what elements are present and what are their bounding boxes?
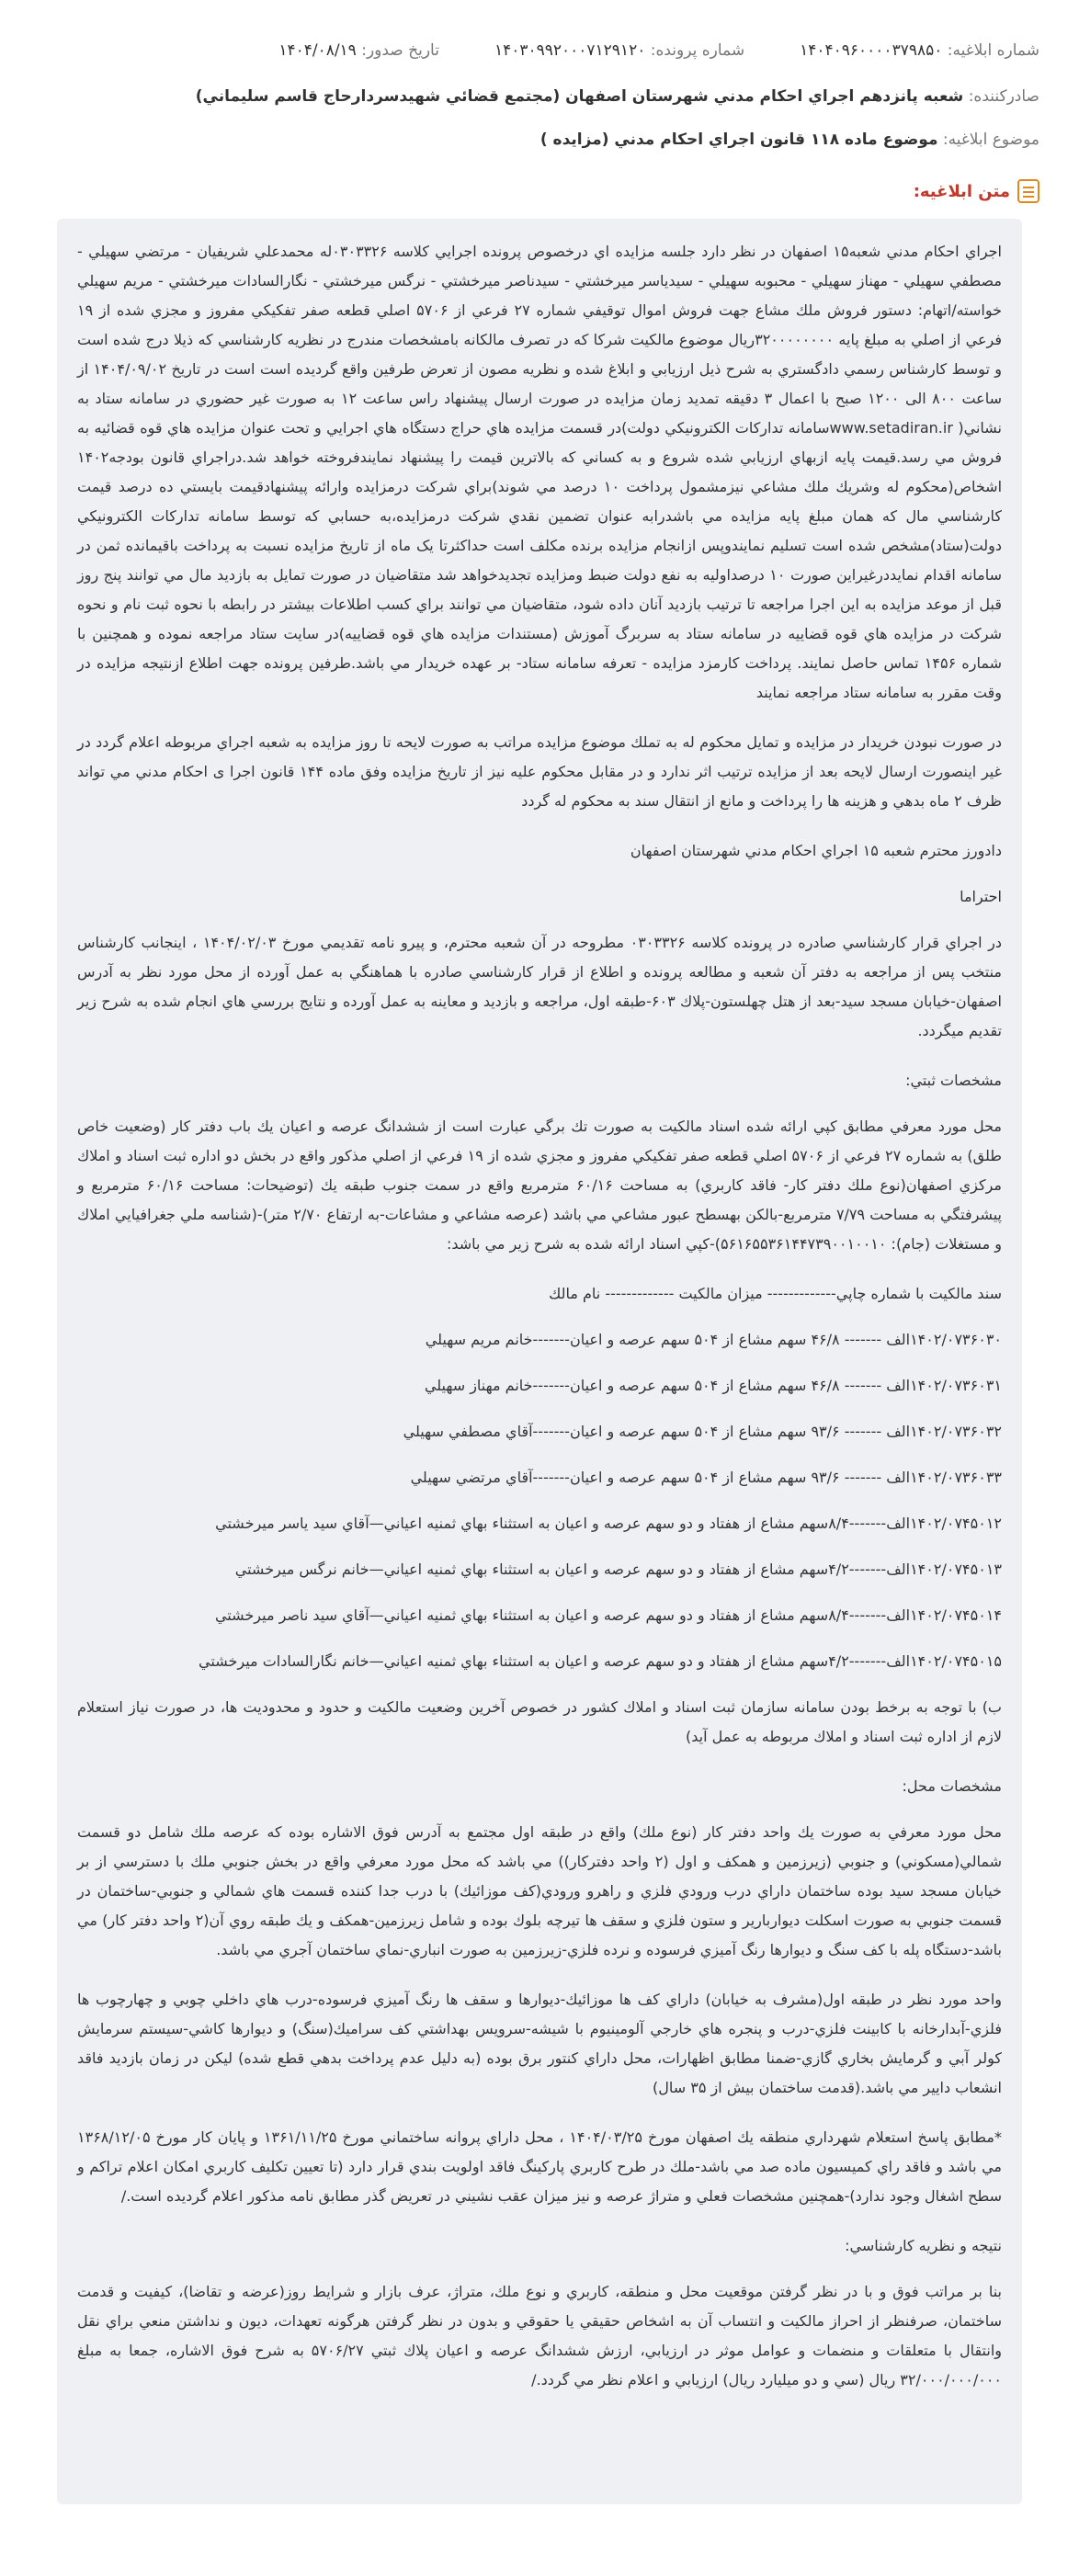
- issuer-label: صادرکننده:: [968, 87, 1039, 106]
- case-number: [494, 41, 744, 60]
- paragraph: محل مورد معرفي به صورت يك واحد دفتر كار (نوع ملك) واقع در طبقه اول مجتمع به آدرس فوق الاشاره بوده كه عرصه ملك شامل دو قسمت شمالي(مسكوني) و جنوبي (زيرزمين و همكف و اول (۲ واحد دفتركار)) مي باشد كه محل مورد معرفي واقع در بخش جنوبي ملك با دسترسي از بر خيابان مسجد سيد بوده ساختمان داراي درب ورودي فلزي و راهرو ورودي(كف موزائيك) با درب جدا كننده قسمت هاي شمالي و جنوبي-ساختمان در قسمت جنوبي به صورت اسكلت ديواربارير و ستون فلزي و سقف ها تيرچه بلوك بوده و شامل زيرزمين-همكف و يك طبقه روي آن(۲ واحد دفتر كار) مي باشد-دستگاه پله با كف سنگ و ديوارها رنگ آميزي فرسوده و نرده فلزي-زيرزمين به صورت انباري-نماي ساختمان آجري مي باشد.: [77, 1823, 1003, 1958]
- deed-row: ۱۴۰۲/۰۷۴۵۰۱۴الف-------۸/۴سهم مشاع از هفتاد و دو سهم عرصه و اعيان به استثناء بهاي ثمنيه اعياني—آقاي سيد ناصر ميرخشتي: [214, 1606, 1002, 1624]
- deed-row: ۱۴۰۲/۰۷۳۶۰۳۱الف ------- ۴۶/۸ سهم مشاع از ۵۰۴ سهم عرصه و اعيان-------خانم مهناز سهيلي: [424, 1377, 1002, 1394]
- paragraph: مشخصات ثبتي:: [905, 1072, 1002, 1089]
- issuer-value: شعبه پانزدهم اجراي احكام مدني شهرستان اصفهان (مجتمع قضائي شهيدسردارحاج قاسم سليماني): [195, 87, 964, 106]
- paragraph: دادورز محترم شعبه ۱۵ اجراي احكام مدني شهرستان اصفهان: [630, 842, 1002, 859]
- deed-row: ۱۴۰۲/۰۷۴۵۰۱۲الف-------۸/۴سهم مشاع از هفتاد و دو سهم عرصه و اعيان به استثناء بهاي ثمنيه اعياني—آقاي سيد ياسر ميرخشتي: [215, 1515, 1002, 1532]
- deed-row: ۱۴۰۲/۰۷۳۶۰۳۳الف ------- ۹۳/۶ سهم مشاع از ۵۰۴ سهم عرصه و اعيان-------آقاي مرتضي سهيلي: [410, 1469, 1002, 1486]
- paragraph: محل مورد معرفي مطابق كپي ارائه شده اسناد مالكيت به صورت تك برگي عبارت است از ششدانگ عرصه و اعيان يك باب دفتر كار (وضعيت خاص طلق) به شماره ۲۷ فرعي از ۵۷۰۶ اصلي قطعه صفر تفكيكي مفروز و مجزي شده از ۱۹ فرعي از اصلي مذكور واقع در بخش دو اداره ثبت اسناد و املاك مركزي اصفهان(نوع ملك دفتر كار- فاقد كاربري) به مساحت ۶۰/۱۶ مترمربع واقع در سمت جنوب طبقه يك (توضيحات: مساحت ۶۰/۱۶ مترمربع و پيشرفتگي به مساحت ۷/۷۹ مترمربع-بالكن بهسطح عبور مشاعي مي باشد (عرصه مشاعي و مشاعات-به ارتفاع ۲/۷۰ متر)-(شناسه ملي جغرافيايي املاك و مستغلات (جام): ۵۶۱۶۵۵۳۶۱۴۴۷۳۹۰۰۱۰۰۱۰)-كپي اسناد ارائه شده به شرح زير مي باشد:: [77, 1118, 1003, 1253]
- deed-row: ۱۴۰۲/۰۷۴۵۰۱۵الف-------۴/۲سهم مشاع از هفتاد و دو سهم عرصه و اعيان به استثناء بهاي ثمنيه اعياني—خانم نگارالسادات ميرخشتي: [199, 1652, 1002, 1670]
- notice-meta-row: [40, 41, 1039, 60]
- paragraph: بنا بر مراتب فوق و با در نظر گرفتن موقعيت محل و منطقه، كاربري و نوع ملك، متراژ، عرف بازار و شرايط روز(عرضه و تقاضا)، كيفيت و قدمت ساختمان، صرفنظر از احراز مالكيت و انتساب آن به اشخاص حقيقي يا حقوقي و بدون در نظر گرفتن هرگونه تعهدات، ديون و نداشتن منعي براي نقل وانتقال با متعلقات و منضمات و عوامل موثر در ارزيابي، ارزش ششدانگ عرصه و اعيان پلاك ثبتي ۵۷۰۶/۲۷ به شرح فوق الاشاره، جمعا به مبلغ ۳۲/۰۰۰/۰۰۰/۰۰۰ ريال (سي و دو ميليارد ريال) ارزيابي و اعلام نظر مي گردد./: [77, 2283, 1003, 2389]
- notice-text-title: متن ابلاغيه:: [913, 181, 1010, 201]
- case-number-label: شماره پرونده:: [650, 41, 745, 60]
- deed-table-header: سند مالكيت با شماره چاپي------------- ميزان مالكيت ------------- نام مالك: [549, 1285, 1002, 1302]
- notice-number-label: شماره ابلاغيه:: [947, 41, 1039, 60]
- subject-value: موضوع ماده ۱۱۸ قانون اجراي احكام مدني (مزايده ): [540, 131, 938, 149]
- issue-date-label: تاريخ صدور:: [361, 41, 439, 60]
- deed-row: ۱۴۰۲/۰۷۳۶۰۳۰الف ------- ۴۶/۸ سهم مشاع از ۵۰۴ سهم عرصه و اعيان-------خانم مريم سهيلي: [425, 1331, 1002, 1348]
- paragraph: *مطابق پاسخ استعلام شهرداري منطقه يك اصفهان مورخ ۱۴۰۴/۰۳/۲۵ ، محل داراي پروانه ساختماني مورخ ۱۳۶۱/۱۱/۲۵ و پايان كار مورخ ۱۳۶۸/۱۲/۰۵ مي باشد و فاقد راي كميسيون ماده صد مي باشد-ملك در طرح كاربري پاركينگ فاقد اولويت بندي قرار دارد (تا تعيين تكليف كاربري امكان اعلام تراكم و سطح اشغال وجود ندارد)-همچنين مشخصات فعلي و متراژ عرصه و نيز ميزان عقب نشيني در تعريض گذر مطابق نامه مذكور اعلام گرديده است./: [77, 2128, 1003, 2205]
- paragraph: در صورت نبودن خريدار در مزايده و تمايل محكوم له به تملك موضوع مزايده مراتب به صورت لايحه تا روز مزايده به شعبه اجراي مربوطه اعلام گردد در غير اينصورت ارسال لايحه بعد از مزايده ترتيب اثر ندارد و در مقابل محكوم عليه نيز از تاريخ مزايده وفق ماده ۱۴۴ قانون اجرا ی احكام مدني مي تواند ظرف ۲ ماه بدهي و هزينه ها را پرداخت و مانع از انتقال سند به محكوم له گردد: [77, 733, 1003, 810]
- subject-label: موضوع ابلاغيه:: [942, 131, 1039, 149]
- paragraph: مشخصات محل:: [902, 1777, 1002, 1795]
- notice-text-heading: [914, 179, 1039, 203]
- issue-date: [278, 41, 439, 60]
- issue-date-value: ۱۴۰۴/۰۸/۱۹: [278, 41, 357, 60]
- issuer-row: [40, 87, 1039, 106]
- document-icon: [1017, 179, 1039, 203]
- paragraph: در اجراي قرار كارشناسي صادره در پرونده كلاسه ۰۳۰۳۳۲۶ مطروحه در آن شعبه محترم، و پيرو نامه تقديمي مورخ ۱۴۰۴/۰۲/۰۳ ، اينجانب كارشناس منتخب پس از مراجعه به دفتر آن شعبه و مطالعه پرونده و اطلاع از قرار كارشناسي صادره با هماهنگي به عمل آورده از محل مورد نظر به آدرس اصفهان-خيابان مسجد سيد-بعد از هتل چهلستون-پلاك ۶۰۳-طبقه اول، مراجعه و بازديد و معاينه به عمل آورده و نتايج بررسي هاي انجام شده به شرح زير تقديم ميگردد.: [77, 934, 1003, 1039]
- notice-text-box: [57, 219, 1022, 2504]
- paragraph: احتراما: [960, 888, 1002, 905]
- case-number-value: ۱۴۰۳۰۹۹۲۰۰۰۷۱۲۹۱۲۰: [494, 41, 646, 60]
- paragraph: ب) با توجه به برخط بودن سامانه سازمان ثبت اسناد و املاك كشور در خصوص آخرين وضعيت مالكيت و حدود و محدوديت ها، در صورت نياز استعلام لازم از اداره ثبت اسناد و املاك مربوطه به عمل آيد): [77, 1698, 1002, 1745]
- paragraph: اجراي احكام مدني شعبه۱۵ اصفهان در نظر دارد جلسه مزايده اي درخصوص پرونده اجرايي كلاسه ۰۳۰۳۳۲۶له محمدعلي شريفيان - مرتضي سهيلي - مصطفي سهيلي - مهناز سهيلي - محبوبه سهيلي - سيدياسر ميرخشتي - سيدناصر ميرخشتي - نرگس ميرخشتي - نگارالسادات ميرخشتي - مريم سهيلي خواسته/اتهام: دستور فروش ملك مشاع جهت فروش اموال توقيفي شماره ۲۷ فرعي از ۵۷۰۶ اصلي قطعه صفر تفكيكي مفروز و مجزي شده از ۱۹ فرعي از اصلي به مبلغ پايه ۳۲۰۰۰۰۰۰۰۰ريال موضوع مالكيت شركا كه در تصرف مالكانه بامشخصات مندرج در نظريه كارشناسي كه ذيلا درج شده است و توسط كارشناس رسمي دادگستري به شرح ذيل ارزيابي و ابلاغ شده و نظريه مصون از تعرض طرفين واقع گرديده است است در تاريخ ۱۴۰۴/۰۹/۰۲ از ساعت ۸۰۰ الی ۱۲۰۰ صبح با اعمال ۳ دقيقه تمديد زمان مزايده در صورت ارسال پيشنهاد راس ساعت ۱۲ به صورت غير حضوري در سامانه ستاد به نشاني( www.setadiran.irسامانه تداركات الكترونيكي دولت)در قسمت مزايده هاي حراج دستگاه هاي اجرايي و تحت عنوان مزايده هاي قوه قضائيه به فروش مي رسد.قيمت پايه ازبهاي ارزيابي شده شروع و به كساني كه بالاترين قيمت را پيشنهاد نمايندفروخته خواهد شد.دراجراي قانون بودجه۱۴۰۲ اشخاص(محكوم له وشريك ملك مشاعي نيزمشمول پرداخت ۱۰ درصد مي شوند)براي شركت درمزايده وارائه پيشنهادقيمت بايستي ده درصد قيمت كارشناسي مال كه همان مبلغ پايه مزايده مي باشدرابه عنوان تضمين نقدي شركت درمزايده،به حسابي كه توسط سامانه تداركات الكترونيكي دولت(ستاد)مشخص شده است تسليم نمايندوپس ازانجام مزايده برنده مكلف است حداكثرتا يک ماه از تاريخ مزايده نسبت به پرداخت باقيمانده ثمن در سامانه اقدام نمايددرغيراين صورت ۱۰ درصداوليه به نفع دولت ضبط ومزايده تجديدخواهد شد متقاضيان در صورت تمايل به بازديد مال مي توانند پنج روز قبل از موعد مزايده به اين اجرا مراجعه تا ترتيب بازديد آنان داده شود، متقاضيان مي توانند براي كسب اطلاعات بيشتر در رابطه با نحوه ثبت نام و نحوه شركت در مزايده هاي قوه قضاييه در سامانه ستاد به سربرگ آموزش (مستندات مزايده هاي قوه قضاييه)در سايت ستاد مراجعه نموده و همچنين با شماره ۱۴۵۶ تماس حاصل نمايند. پرداخت كارمزد مزايده - تعرفه سامانه ستاد- بر عهده خريدار مي باشد.طرفين پرونده جهت اطلاع ازنتيجه مزايده در وقت مقرر به سامانه ستاد مراجعه نمايند: [77, 243, 1003, 701]
- notice-number: [800, 41, 1039, 60]
- paragraph: واحد مورد نظر در طبقه اول(مشرف به خيابان) داراي كف ها موزائيك-ديوارها و سقف ها رنگ آميزي فرسوده-درب هاي داخلي چوبي و چهارچوب ها فلزي-آبدارخانه با كابينت فلزي-درب و پنجره هاي خارجي آلومينيوم با شيشه-سرويس بهداشتي كف سراميك(سنگ) و ديوارها كاشي-سيستم سرمايش كولر آبي و گرمايش بخاري گازي-ضمنا مطابق اظهارات، محل داراي كنتور برق بوده (به دليل عدم پرداخت بدهي قطع شده) ليكن در زمان بازديد فاقد انشعاب دايير مي باشد.(قدمت ساختمان بيش از ۳۵ سال): [77, 1991, 1002, 2096]
- paragraph: نتيجه و نظريه كارشناسي:: [845, 2237, 1002, 2254]
- deed-row: ۱۴۰۲/۰۷۴۵۰۱۳الف-------۴/۲سهم مشاع از هفتاد و دو سهم عرصه و اعيان به استثناء بهاي ثمنيه اعياني—خانم نرگس ميرخشتي: [234, 1560, 1002, 1578]
- subject-row: [40, 131, 1039, 149]
- deed-row: ۱۴۰۲/۰۷۳۶۰۳۲الف ------- ۹۳/۶ سهم مشاع از ۵۰۴ سهم عرصه و اعيان-------آقاي مصطفي سهيلي: [403, 1423, 1002, 1440]
- notice-number-value: ۱۴۰۴۰۹۶۰۰۰۰۳۷۹۸۵۰: [800, 41, 943, 60]
